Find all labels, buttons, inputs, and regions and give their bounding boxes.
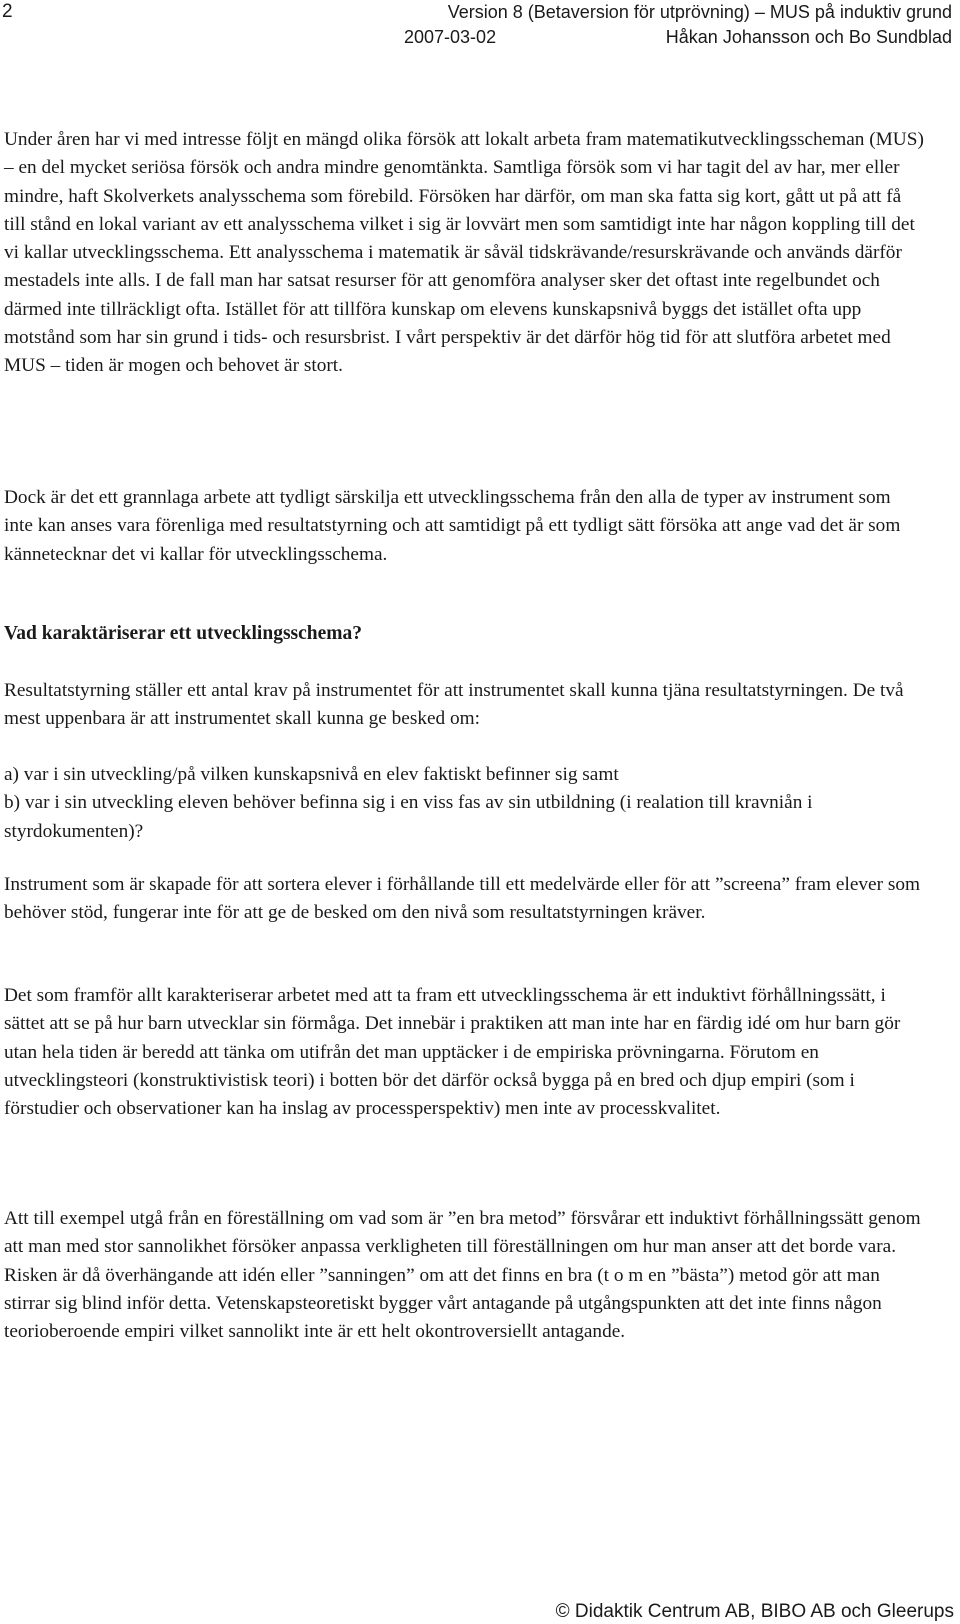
paragraph-intro: Under åren har vi med intresse följt en mängd olika försök att lokalt arbeta fram matematikutvecklingsscheman (MUS) – en del mycket seriösa försök och andra mindre genomtänkta. Samtliga försök som vi har tagit del av har, mer eller mindre, haft Skolverkets analysschema som förebild. Försöken har därför, om man ska fatta sig kort, gått ut på att få till stånd en lokal variant av ett analysschema vilket i sig är lovvärt men som samtidigt inte har någon koppling till det vi kallar utvecklingsschema. Ett analysschema i matematik är såväl tidskrävande/resurskrävande och används därför mestadels inte alls. I de fall man har satsat resurser för att genomföra analyser sker det oftast inte regelbundet och därmed inte tillräckligt ofta. Istället för att tillföra kunskap om elevens kunskapsnivå byggs det istället ofta upp motstånd som har sin grund i tids- och resursbrist. I vårt perspektiv är det därför hög tid för att slutföra arbetet med MUS – tiden är mogen och behovet är stort. bbox=[4, 129, 924, 377]
list-item-b: b) var i sin utveckling eleven behöver befinna sig i en viss fas av sin utbildning (i realation till kravniån i styrdokumenten)? bbox=[4, 792, 813, 842]
paragraph-distinction: Dock är det ett grannlaga arbete att tydligt särskilja ett utvecklingsschema från den alla de typer av instrument som inte kan anses vara förenliga med resultatstyrning och att samtidigt på ett tydligt sätt försöka att ange vad det är som kännetecknar det vi kallar för utvecklingsschema. bbox=[4, 487, 901, 565]
paragraph-instruments: Instrument som är skapade för att sortera elever i förhållande till ett medelvärde eller för att ”screena” fram elever som behöver stöd, fungerar inte för att ge de besked om den nivå som resultatstyrningen kräver. bbox=[4, 874, 920, 924]
footer-copyright: © Didaktik Centrum AB, BIBO AB och Gleerups bbox=[555, 1601, 954, 1622]
requirements-list bbox=[4, 761, 924, 846]
page-number: 2 bbox=[2, 1, 13, 22]
header-date: 2007-03-02 bbox=[404, 27, 497, 47]
paragraph-requirements: Resultatstyrning ställer ett antal krav på instrumentet för att instrumentet skall kunna tjäna resultatstyrningen. De två mest uppenbara är att instrumentet skall kunna ge besked om: bbox=[4, 680, 904, 730]
paragraph-method: Att till exempel utgå från en föreställning om vad som är ”en bra metod” försvårar ett induktivt förhållningssätt genom att man med stor sannolikhet försöker anpassa verkligheten till föreställningen om hur man anser att det borde vara. Risken är då överhängande att idén eller ”sanningen” om att det finns en bra (t o m en ”bästa”) metod gör att man stirrar sig blind inför detta. Vetenskapsteoretiskt bygger vårt antagande på utgångspunkten att det inte finns någon teorioberoende empiri vilket sannolikt inte är ett helt okontroversiellt antagande. bbox=[4, 1208, 921, 1343]
header-authors: Håkan Johansson och Bo Sundblad bbox=[665, 27, 952, 47]
header-version: Version 8 (Betaversion för utprövning) – MUS på induktiv grund bbox=[447, 2, 952, 22]
paragraph-inductive: Det som framför allt karakteriserar arbetet med att ta fram ett utvecklingsschema är ett induktivt förhållningssätt, i sättet att se på hur barn utvecklar sin förmåga. Det innebär i praktiken att man inte har en färdig idé om hur barn gör utan hela tiden är beredd att tänka om utifrån det man upptäcker i de empiriska prövningarna. Förutom en utvecklingsteori (konstruktivistisk teori) i botten bör det därför också bygga på en bred och djup empiri (som i förstudier och observationer kan ha inslag av processperspektiv) men inte av processkvalitet. bbox=[4, 985, 901, 1120]
header-meta bbox=[404, 25, 952, 50]
page-header bbox=[404, 0, 952, 50]
list-item-a: a) var i sin utveckling/på vilken kunskapsnivå en elev faktiskt befinner sig samt bbox=[4, 764, 619, 785]
section-heading: Vad karaktäriserar ett utvecklingsschema? bbox=[4, 623, 363, 644]
